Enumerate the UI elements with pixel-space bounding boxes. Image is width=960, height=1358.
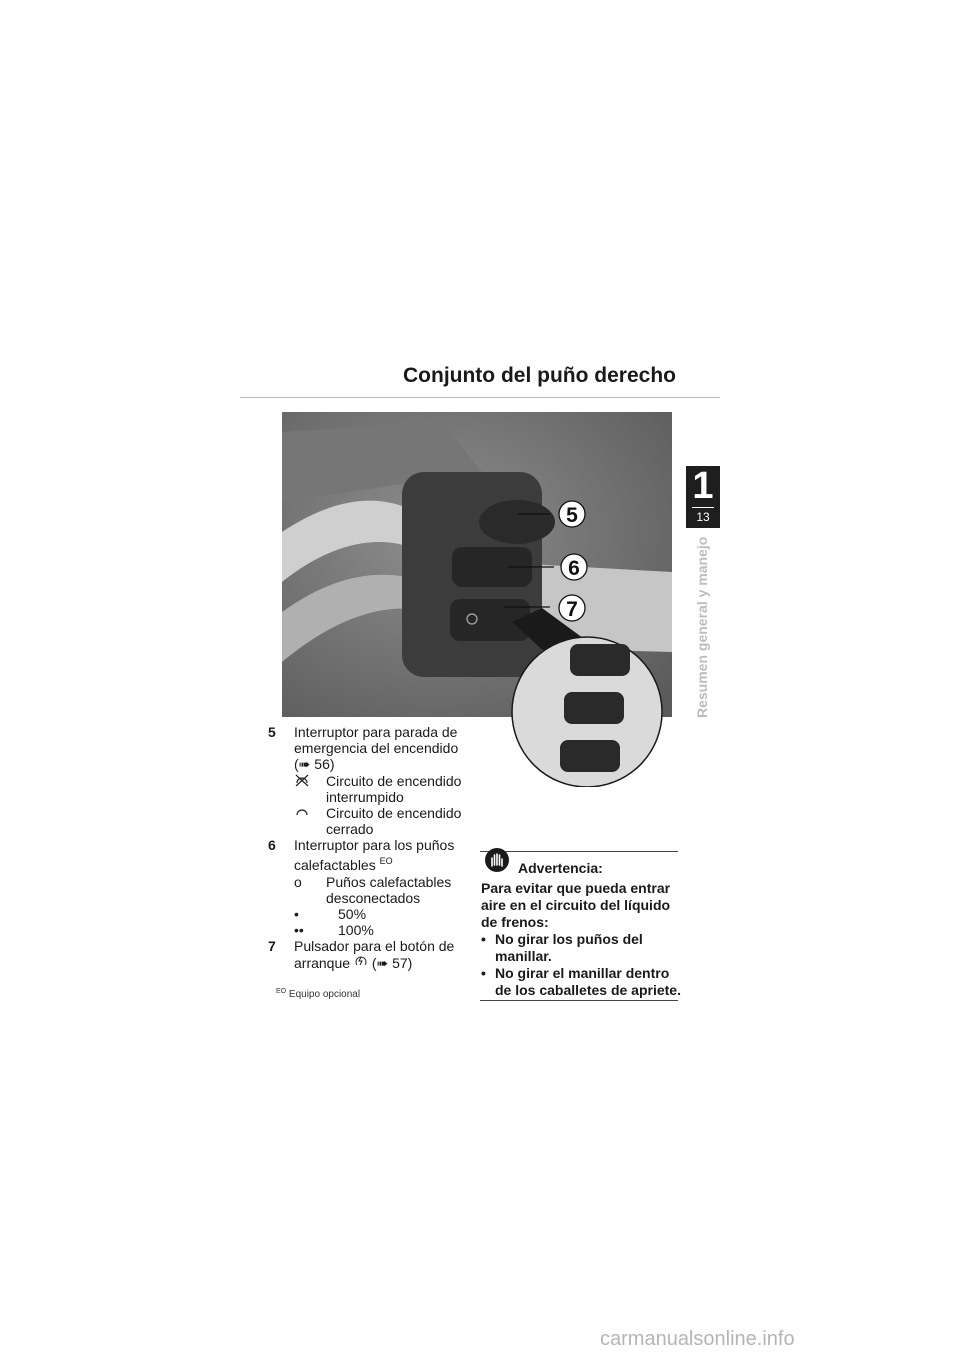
optional-equipment-mark: EO (379, 856, 393, 866)
warning-hand-icon (484, 847, 510, 873)
footnote: $^{EO}$ Equipo opcional (276, 988, 361, 1000)
svg-text:6: 6 (568, 557, 580, 580)
warning-bullet: • No girar el manillar dentro de los caballetes de apriete. (481, 965, 681, 998)
chapter-tab-divider (692, 507, 714, 508)
chapter-number: 1 (692, 465, 714, 507)
page-reference: (➠ 57) (371, 955, 413, 971)
legend-item-6: 6 Interruptor para los puños calefactables $^{EO}$ (268, 837, 455, 873)
warning-bullet: • No girar los puños del manillar. (481, 931, 643, 964)
svg-text:7: 7 (566, 598, 578, 621)
warning-title: Advertencia: (518, 860, 603, 876)
page-title: Conjunto del puño derecho (403, 364, 676, 387)
legend-sub-ignition-off: Circuito de encendido interrumpido (268, 773, 468, 805)
title-divider (240, 397, 720, 398)
starter-symbol-icon (354, 955, 368, 971)
chapter-tab (686, 466, 720, 528)
switch-legend (268, 724, 468, 972)
warning-body (481, 880, 681, 999)
legend-item-5: 5 Interruptor para parada de emergencia del encendido (➠ 56) (268, 724, 459, 772)
callout-6 (561, 554, 587, 580)
chapter-side-label: Resumen general y manejo (694, 536, 710, 718)
legend-sub-grips-off: o Puños calefactables desconectados (294, 874, 452, 906)
page-reference: (➠ 56) (294, 756, 335, 772)
kill-switch (479, 500, 555, 544)
legend-sub-grips-100: •• 100% (294, 922, 374, 938)
legend-sub-ignition-on: Circuito de encendido cerrado (268, 805, 468, 837)
ignition-off-icon (294, 773, 322, 790)
ignition-on-icon (294, 805, 322, 822)
page-number: 13 (696, 510, 710, 524)
legend-sub-grips-50: • 50% (294, 906, 367, 922)
bullet-icon: • (481, 931, 486, 947)
svg-text:5: 5 (566, 504, 578, 527)
callout-7 (559, 595, 585, 621)
bullet-icon: • (481, 965, 486, 981)
callout-5 (559, 501, 585, 527)
legend-item-7: 7 Pulsador para el botón de arranque (➠ 57) (268, 938, 455, 971)
warning-bottom-rule (480, 1000, 678, 1001)
watermark: carmanualsonline.info (600, 1328, 795, 1350)
warning-intro: Para evitar que pueda entrar aire en el circuito del líquido de frenos: (481, 880, 671, 930)
